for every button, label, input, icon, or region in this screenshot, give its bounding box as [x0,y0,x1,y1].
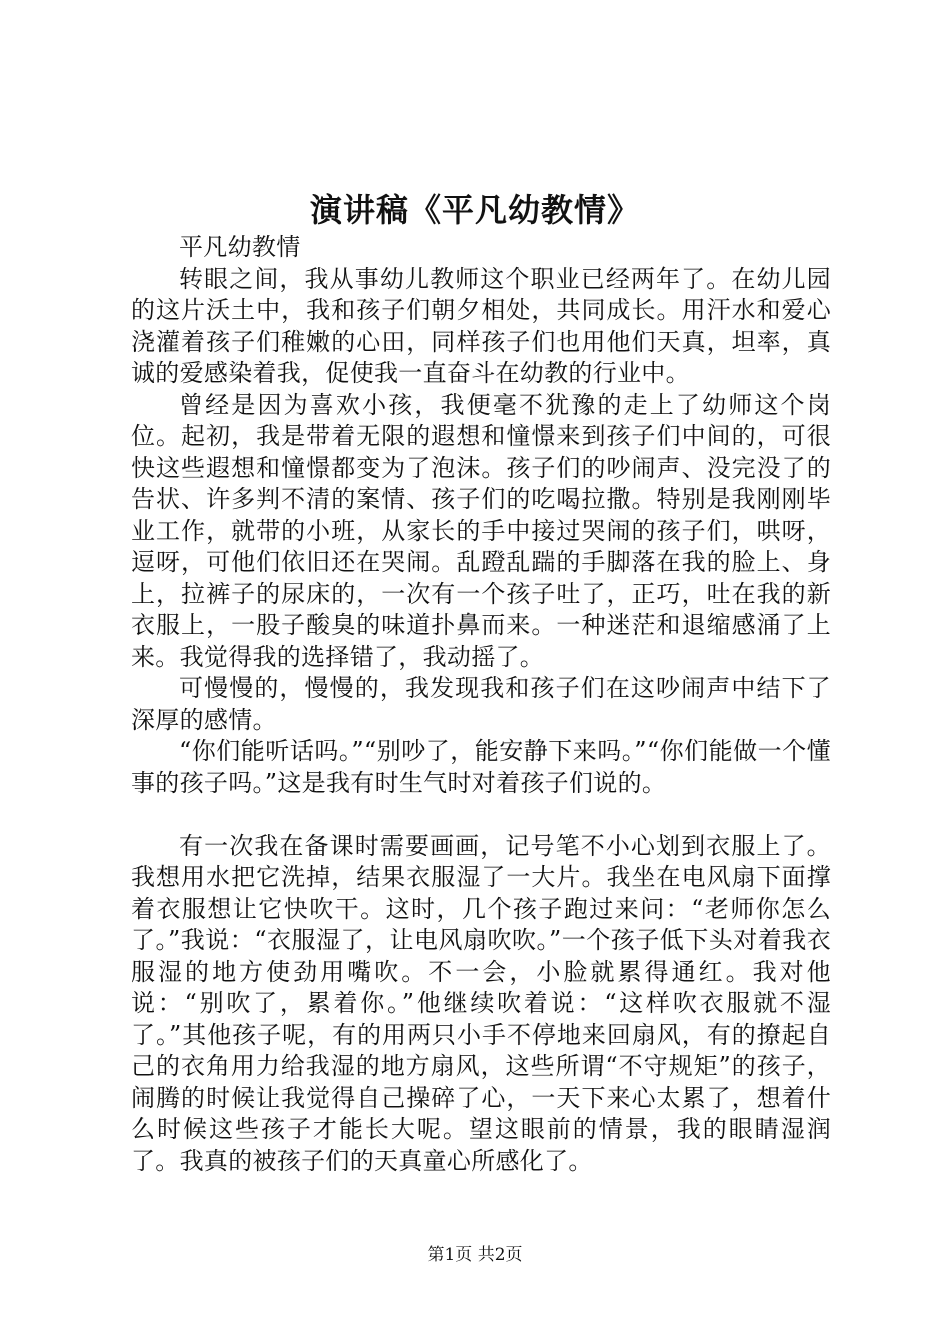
paragraph-4: “你们能听话吗。”“别吵了，能安静下来吗。”“你们能做一个懂事的孩子吗。”这是我有时生气时对着孩子们说的。 [131,737,831,797]
paragraph-1: 转眼之间，我从事幼儿教师这个职业已经两年了。在幼儿园的这片沃土中，我和孩子们朝夕相处，共同成长。用汗水和爱心浇灌着孩子们稚嫩的心田，同样孩子们也用他们天真，坦率，真诚的爱感染着我，促使我一直奋斗在幼教的行业中。 [131,264,831,387]
paragraph-3: 可慢慢的，慢慢的，我发现我和孩子们在这吵闹声中结下了深厚的感情。 [131,674,831,734]
document-title: 演讲稿《平凡幼教情》 [309,191,640,229]
document-body [131,232,831,1177]
document-subtitle: 平凡幼教情 [179,233,301,261]
paragraph-2: 曾经是因为喜欢小孩，我便毫不犹豫的走上了幼师这个岗位。起初，我是带着无限的遐想和憧憬来到孩子们中间的，可很快这些遐想和憧憬都变为了泡沫。孩子们的吵闹声、没完没了的告状、许多判不清的案情、孩子们的吃喝拉撒。特别是我刚刚毕业工作，就带的小班，从家长的手中接过哭闹的孩子们，哄呀，逗呀，可他们依旧还在哭闹。乱蹬乱踹的手脚落在我的脸上、身上，拉裤子的尿床的，一次有一个孩子吐了，正巧，吐在我的新衣服上，一股子酸臭的味道扑鼻而来。一种迷茫和退缩感涌了上来。我觉得我的选择错了，我动摇了。 [131,390,831,671]
paragraph-5: 有一次我在备课时需要画画，记号笔不小心划到衣服上了。我想用水把它洗掉，结果衣服湿了一大片。我坐在电风扇下面撑着衣服想让它快吹干。这时，几个孩子跑过来问：“老师你怎么了。”我说：“衣服湿了，让电风扇吹吹。”一个孩子低下头对着我衣服湿的地方使劲用嘴吹。不一会，小脸就累得通红。我对他说：“别吹了，累着你。”他继续吹着说：“这样吹衣服就不湿了。”其他孩子呢，有的用两只小手不停地来回扇风，有的撩起自己的衣角用力给我湿的地方扇风，这些所谓“不守规矩”的孩子，闹腾的时候让我觉得自己操碎了心，一天下来心太累了，想着什么时候这些孩子才能长大呢。望这眼前的情景，我的眼睛湿润了。我真的被孩子们的天真童心所感化了。 [131,831,831,1175]
page-footer: 第1页 共2页 [427,1245,523,1265]
